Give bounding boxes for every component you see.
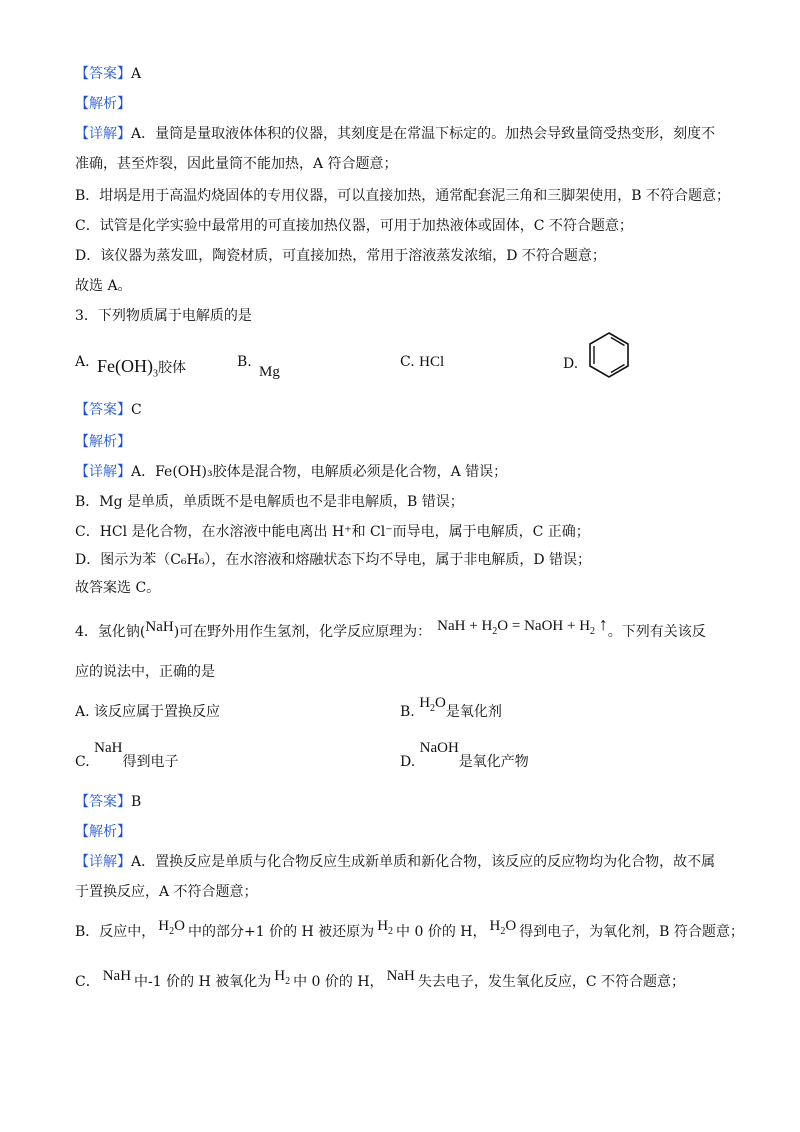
q3-option-a: A. xyxy=(75,354,90,370)
q2-detail-line-1: 【详解】A．量筒是量取液体体积的仪器，其刻度是在常温下标定的。加热会导致量筒受热变形，刻度不 xyxy=(75,126,716,142)
answer-tag: 【答案】 xyxy=(75,66,131,82)
q2-line-c: C．试管是化学实验中最常用的可直接加热仪器，可用于加热液体或固体，C 不符合题意； xyxy=(75,218,633,234)
q3-option-b: B. xyxy=(237,354,252,370)
reaction-equation: NaH + $H_2O$ = NaOH + $H_2$ ↑ xyxy=(437,614,608,637)
q4-answer-line: 【答案】B xyxy=(75,794,142,810)
q2-conclusion: 故选 A。 xyxy=(75,278,132,294)
q4-option-a: A. 该反应属于置换反应 xyxy=(75,704,221,720)
q2-line-b: B．坩埚是用于高温灼烧固体的专用仪器，可以直接加热，通常配套泥三角和三脚架使用，B 不符合题意； xyxy=(75,188,731,204)
q4-line-b: B．反应中， $H_2O$ 中的部分+1 价的 H 被还原为 $H_2$ 中 0 价的 H， $H_2O$ 得到电子，为氧化剂，B 符合题意； xyxy=(75,918,744,940)
q4-option-c: C. NaH得到电子 xyxy=(75,740,179,770)
q4-detail-line-2: 于置换反应，A 不符合题意； xyxy=(75,884,258,900)
q3-line-c: C．HCl 是化合物，在水溶液中能电离出 H⁺和 Cl⁻而导电，属于电解质，C 正确； xyxy=(75,524,590,540)
q3-option-d: D. xyxy=(563,356,579,372)
q2-answer-line xyxy=(75,64,141,84)
gas-arrow-icon: ↑ xyxy=(598,614,608,634)
formula-nah: NaH xyxy=(145,619,174,635)
q3-option-b-formula: Mg xyxy=(259,364,280,380)
q3-answer-line: 【答案】C xyxy=(75,402,142,418)
q3-conclusion: 故答案选 C。 xyxy=(75,580,161,596)
answer-value: A xyxy=(131,66,142,82)
q2-detail-line-2: 准确，甚至炸裂，因此量筒不能加热，A 符合题意； xyxy=(75,156,398,172)
q4-option-b: B. $H_2O$是氧化剂 xyxy=(400,695,502,720)
q4-line-c: C． NaH 中-1 价的 H 被氧化为 $H_2$ 中 0 价的 H， NaH 失去电子，发生氧化反应，C 不符合题意； xyxy=(75,968,686,990)
q2-analysis-tag: 【解析】 xyxy=(75,96,131,112)
q4-analysis-tag: 【解析】 xyxy=(75,824,131,840)
benzene-ring-icon xyxy=(584,330,634,380)
q3-detail-a: 【详解】A．Fe(OH)₃胶体是混合物，电解质必须是化合物，A 错误； xyxy=(75,464,508,480)
q3-option-a-formula: $Fe(OH)_3$胶体 xyxy=(97,356,186,380)
q4-option-d: D. NaOH是氧化产物 xyxy=(400,740,529,770)
q4-stem-line-1: 4．氢化钠(NaH)可在野外用作生氢剂，化学反应原理为： NaH + $H_2O$ = NaOH + $H_2$ ↑。下列有关该反 xyxy=(75,614,706,640)
q3-analysis-tag: 【解析】 xyxy=(75,434,131,450)
q4-detail-line-1: 【详解】A．置换反应是单质与化合物反应生成新单质和新化合物，该反应的反应物均为化合物，故不属 xyxy=(75,854,716,870)
q3-line-b: B．Mg 是单质，单质既不是电解质也不是非电解质，B 错误； xyxy=(75,494,464,510)
q3-stem: 3．下列物质属于电解质的是 xyxy=(75,308,252,324)
q3-line-d: D．图示为苯（C₆H₆），在水溶液和熔融状态下均不导电，属于非电解质，D 错误； xyxy=(75,552,592,568)
q2-line-d: D．该仪器为蒸发皿，陶瓷材质，可直接加热，常用于溶液蒸发浓缩，D 不符合题意； xyxy=(75,248,606,264)
q3-option-c: C. HCl xyxy=(400,354,445,370)
q4-stem-line-2: 应的说法中，正确的是 xyxy=(75,664,215,680)
